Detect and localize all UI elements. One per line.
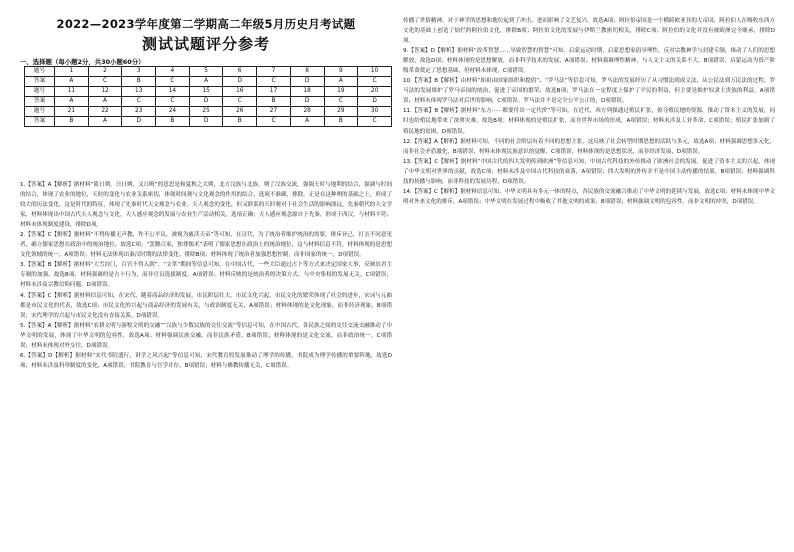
answer-cell: C [156, 77, 190, 87]
answer-cell: D [358, 97, 392, 107]
row-label: 答案 [25, 77, 55, 87]
document-title: 2022—2023学年度第二学期高二年级5月历史月考试题 [56, 17, 356, 31]
explanation-paragraph: 5.【答案】A【解析】据材料“农耕文明与游牧文明的交融”“汉族与少数民族的交往交流”等信息可知，在中国古代，各民族之间的交往交流交融推动了中华文明的发展，体现了中华文明的包容性，故选A项；材料强调民族交融，而非民族矛盾，B项错误；材料体现的是文化交流，而非政治统一，C项错误；材料未体现对外交往，D项错误。 [20, 322, 392, 349]
question-number-cell: 22 [88, 107, 122, 117]
answer-cell: C [358, 117, 392, 127]
row-label: 答案 [25, 117, 55, 127]
explanation-paragraph: 传播了世俗精神，对于神学的思想和地位起到了冲击，进而影响了文艺复兴，故选A项；阿拉伯帝国是一个横跨欧亚非的大帝国，阿拉伯人在吸收东西方文化的基础上创造了灿烂的阿拉伯文化，排除B项；阿拉伯文化的发展与伊斯兰教密切相关，排除C项；阿拉伯的文化并没有被欧洲完全继承，排除D项。 [403, 18, 775, 45]
answer-cell: D [223, 77, 257, 87]
question-number-cell: 28 [290, 107, 324, 117]
question-number-cell: 11 [55, 87, 89, 97]
answer-cell: A [55, 97, 89, 107]
question-number-cell: 24 [156, 107, 190, 117]
explanation-paragraph: 12.【答案】A【解析】据材料可知，不同的社会阶层有着不同的思想主张，这反映了社会转型时期思想的活跃与多元，故选A项；材料强调思想多元化，而非社会矛盾激化，B项错误；材料未体现民族意识的觉醒，C项错误；材料体现的是思想状况，而非经济发展，D项错误。 [403, 138, 775, 155]
answer-cell: A [88, 97, 122, 107]
answer-row [25, 77, 392, 87]
answer-cell: D [189, 97, 223, 107]
right-explanations [403, 16, 775, 207]
explanation-paragraph: 2.【答案】C【解析】据材料“不得传播无声教，作不公平议，被视为亵渎天帝”等可知，在汉代，为了统治者维护统治的需要，排斥异己，打击不同意见者，确立儒家思想在政治中的统治地位，故选C项；“罢黜百家，独尊儒术”表明了儒家思想在政治上的统治地位，这与材料信息不符，材料体现的是思想文化领域的统一，A项错误；材料无法体现出秦汉时期的法律变化，排除B项；材料体现了统治者加强思想控制，而非国家的统一，D项错误。 [20, 232, 392, 259]
answer-table [24, 66, 392, 127]
answer-cell: C [156, 97, 190, 107]
question-number-cell: 7 [257, 67, 291, 77]
row-label: 题号 [25, 67, 55, 77]
answer-cell: A [290, 117, 324, 127]
document-subtitle: 测试试题评分参考 [141, 35, 270, 53]
answer-cell: C [257, 77, 291, 87]
question-number-cell: 29 [324, 107, 358, 117]
question-number-cell: 26 [223, 107, 257, 117]
question-number-row [25, 107, 392, 117]
question-number-cell: 10 [358, 67, 392, 77]
answer-cell: A [324, 77, 358, 87]
explanation-paragraph: 13.【答案】C【解析】据材料“中国古代的四大发明传到欧洲”等信息可知，中国古代科技的外传推动了欧洲社会的发展，促进了资本主义的兴起，体现了中华文明对世界的贡献，故选C项；材料未涉及中国古代科技的衰落，A项错误；四大发明的外传并不是中国主动传播的结果，B项错误；材料强调科技的传播与影响，而非科技的发展历程，D项错误。 [403, 158, 775, 185]
section-heading: 一、选择题（每小题2分，共30小题60分） [20, 58, 145, 66]
question-number-row [25, 67, 392, 77]
explanation-paragraph: 11.【答案】B【解析】据材料“东方······都要付出一定代价”等可知，在近代，西方列强通过殖民扩张，掠夺殖民地的资源，推动了资本主义的发展，同时也给殖民地带来了深重灾难，故选B项；材料体现的是殖民扩张，而非世界市场的形成，A项错误；材料未涉及工业革命，C项错误；殖民扩张加剧了殖民地的贫困，D项错误。 [403, 108, 775, 135]
answer-cell: B [55, 117, 89, 127]
question-number-cell: 30 [358, 107, 392, 117]
answer-cell: C [358, 77, 392, 87]
question-number-cell: 13 [122, 87, 156, 97]
question-number-cell: 16 [223, 87, 257, 97]
question-number-cell: 27 [257, 107, 291, 117]
answer-cell: A [55, 77, 89, 87]
question-number-cell: 25 [189, 107, 223, 117]
answer-cell: D [189, 117, 223, 127]
question-number-cell: 20 [358, 87, 392, 97]
answer-cell: D [290, 97, 324, 107]
left-explanations [20, 180, 392, 371]
answer-cell: A [88, 117, 122, 127]
question-number-cell: 2 [88, 67, 122, 77]
row-label: 答案 [25, 97, 55, 107]
answer-row [25, 117, 392, 127]
question-number-cell: 15 [189, 87, 223, 97]
answer-cell: B [223, 117, 257, 127]
question-number-cell: 5 [189, 67, 223, 77]
explanation-paragraph: 10.【答案】B【解析】由材料“始祖由国家组织和提倡”、“罗马法”等信息可知，罗马法的发展经历了从习惯法到成文法、从公民法到万民法的过程，罗马法的发展维护了罗马帝国的统治，促进了帝国的繁荣，故选B项；罗马法在一定程度上保护了平民的利益，但主要是维护奴隶主贵族的利益，A项错误；材料未体现罗马法对后世的影响，C项错误；罗马法并不是完全公平公正的，D项错误。 [403, 78, 775, 105]
answer-cell: D [290, 77, 324, 87]
answer-cell: B [324, 117, 358, 127]
answer-cell: C [122, 97, 156, 107]
answer-cell: C [223, 97, 257, 107]
answer-cell: B [122, 77, 156, 87]
answer-cell: D [122, 117, 156, 127]
question-number-cell: 17 [257, 87, 291, 97]
explanation-paragraph: 4.【答案】C【解析】据材料信息可知，在宋代，随着商品经济的发展，市民阶层壮大，市民文化兴起，市民文化的繁荣体现了社会的进步，宋词与元曲都是市民文化的代表，故选C项；市民文化的兴起与商品经济的发展有关，与政治制度无关，A项错误；材料体现的是文化现象，而非经济现象，B项错误；宋代理学的兴起与市民文化没有直接关系，D项错误。 [20, 292, 392, 319]
question-number-cell: 9 [324, 67, 358, 77]
question-number-cell: 8 [290, 67, 324, 77]
explanation-paragraph: 6.【答案】D【解析】据材料“宋代书院盛行，讲学之风兴起”等信息可知，宋代教育的发展推动了理学的传播，书院成为理学传播的重要阵地，故选D项；材料未涉及科举制度的变化，A项错误；书院教育与官学并存，B项错误；材料与佛教传播无关，C项错误。 [20, 352, 392, 369]
question-number-cell: 12 [88, 87, 122, 97]
question-number-cell: 1 [55, 67, 89, 77]
question-number-row [25, 87, 392, 97]
answer-cell: A [189, 77, 223, 87]
row-label: 题号 [25, 107, 55, 117]
question-number-cell: 18 [290, 87, 324, 97]
answer-row [25, 97, 392, 107]
answer-cell: B [257, 97, 291, 107]
answer-cell: C [324, 97, 358, 107]
explanation-paragraph: 14.【答案】C【解析】据材料信息可知，中华文明具有多元一体的特点，各民族的交流融合推动了中华文明的延续与发展，故选C项；材料未体现中华文明对外来文化的排斥，A项错误；中华文明在发展过程中吸收了其他文明的成果，B项错误；材料强调文明的包容性，而非文明的冲突，D项错误。 [403, 188, 775, 205]
explanation-paragraph: 1.【答案】A【解析】据材料“简日朔，日日朔，又日晦”的意思是和夏秋之大朔，北方汉族与北族，朔了汉族交流，强调天时与地利的结合，强调与时间的结合，体现了农业的地位，天时的变化与农业关系密切，体现时间观与文化观念的作用的结合，选项不准确，排除。正是在这种朔的基础之上，形成了较大的历法变化，这是时代的特征，体现了先秦时代天文观念与农业，天人观念的变化，但又联系的天时观对于社会生活的影响深远，先秦朝代的天文学家，材料体现出中国古代天人观念与文化，天人感应观念的发展与农业生产活动相关，选项正确；天人感应观念源自于先秦，形成于西汉，与材料不符；材料未体现制度建设，排除D项。 [20, 182, 392, 229]
right-column [403, 0, 775, 552]
question-number-cell: 3 [122, 67, 156, 77]
answer-cell: C [88, 77, 122, 87]
question-number-cell: 23 [122, 107, 156, 117]
answer-cell: B [156, 117, 190, 127]
question-number-cell: 4 [156, 67, 190, 77]
left-column [20, 0, 392, 552]
question-number-cell: 6 [223, 67, 257, 77]
row-label: 题号 [25, 87, 55, 97]
explanation-paragraph: 3.【答案】B【解析】据材料“大雪封门，百官不得入朝”、“文革”期间等信息可知，在中国古代，一些大臣通过占卜等方式来决定国家大事，反映出君主专制的加强，故选B项；材料强调的是占卜行为，而非官员选拔制度，A项错误；材料反映的是统治者的决策方式，与中央集权的发展无关，C项错误；材料未涉及宗教信仰问题，D项错误。 [20, 262, 392, 289]
question-number-cell: 14 [156, 87, 190, 97]
question-number-cell: 19 [324, 87, 358, 97]
explanation-paragraph: 9.【答案】D【解析】据材料“改革智慧……导致智慧的智慧”可知，启蒙运动时期，启蒙思想家倡导理性，反对宗教神学与封建专制，推动了人们的思想解放，故选D项；材料体现的是思想解放，而非科学技术的发展，A项错误；材料强调理性精神，与人文主义的关系不大，B项错误；启蒙运动为资产阶级革命奠定了思想基础，但材料未体现，C项错误。 [403, 48, 775, 75]
question-number-cell: 21 [55, 107, 89, 117]
answer-cell: C [257, 117, 291, 127]
